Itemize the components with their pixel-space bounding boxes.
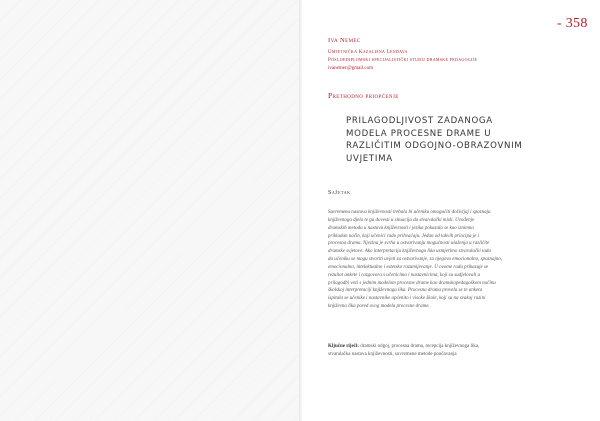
author-name: Iva Nemec	[328, 37, 361, 44]
abstract-line: emocionalno, intelektualno i estetsko razumijevanje. U ovome radu prikazuje se	[328, 264, 489, 270]
abstract-line: da učeniku se mogu stvoriti uvjeti za ostvarivanje, za njegovo emocionalno, spoznajno,	[328, 257, 503, 263]
keywords-text: dramski odgoj, procesna drama, recepcija književnoga lika,	[358, 344, 480, 349]
abstract-line: književna lika pored ovog modela procesne drame.	[328, 304, 430, 310]
author-email: ivanemec@gmail.com	[328, 66, 374, 71]
affiliation-line: Umjetnička Kazališna Lendava	[328, 50, 408, 55]
abstract-heading: Sažetak	[328, 190, 351, 196]
keywords-label: Ključne riječi:	[328, 344, 359, 349]
abstract-line: književnoga djela te ga dovesti u situaciju da stvaralački misli. Uvođenje	[328, 217, 475, 223]
title-line: PRILAGODLJIVOST ZADANOGA	[346, 116, 493, 126]
abstract-line: dramske svjetove. Ako interpretaciju književnoga lika usmjerimo stvaralački tada	[328, 249, 491, 255]
abstract-body	[328, 209, 563, 311]
author-block	[328, 37, 477, 73]
abstract-line: dramskih metoda u nastavu književnosti i jezika pokazalo se kao iznimno	[328, 225, 474, 231]
keywords	[328, 343, 563, 359]
keywords-text: stvaralačka nastava književnosti, suvremene metode poučavanja	[328, 351, 457, 357]
abstract-line: ispitala se učenike i nastavnike općenito i visoke škole, koji su na svakoj razini	[328, 296, 486, 302]
abstract-line: procesna drama. Njezina je svrha u ostvarivanju mogućnosti ulaženja u različite	[328, 241, 490, 247]
title-line: UVJETIMA	[346, 153, 393, 164]
abstract-line: Suvremena nastava književnosti trebala bi učeniku omogućiti doživljaj i spoznaju	[328, 210, 491, 215]
article-title	[346, 115, 576, 165]
abstract-line: prikladan način, koji učenici rado prihvaćaju. Jedan od takvih principa je i	[328, 233, 479, 239]
abstract-line: školskoj interpretaciji književnoga lika. Procesna drama provela se te anketa	[328, 288, 483, 294]
title-line: MODELA PROCESNE DRAME U	[346, 128, 492, 139]
affiliation-line: Poslijediplomski specijalistički studij dramske pedagogije	[328, 58, 478, 63]
article-type: Prethodno priopćenje	[328, 91, 399, 100]
abstract-line: prilagodbi vezi s jednim modelom procesne drame kao dramskopedagoškom načinu	[328, 280, 496, 286]
abstract-line: rezultat ankete i razgovora s učenicima i nastavnicima, koji su sudjelovali u	[328, 272, 481, 278]
title-line: RAZLIČITIM ODGOJNO-OBRAZOVNIM	[346, 141, 523, 151]
page-number: - 358	[557, 16, 588, 31]
